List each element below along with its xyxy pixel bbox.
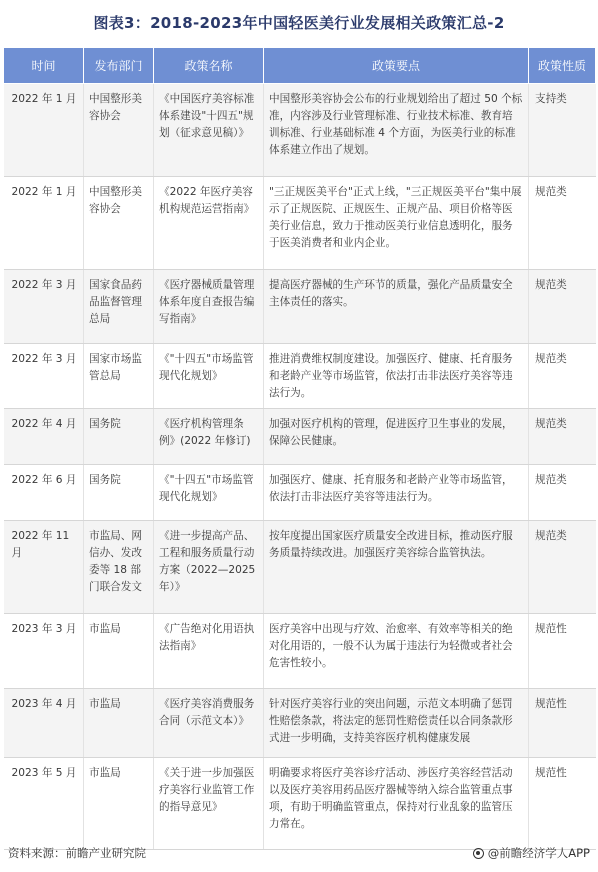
cell-dept: 市监局	[84, 614, 154, 689]
cell-policy-points: 医疗美容中出现与疗效、治愈率、有效率等相关的绝对化用语的，一般不认为属于违法行为轻微或者社会危害性较小。	[264, 614, 529, 689]
cell-policy-nature: 支持类	[529, 84, 596, 177]
table-row	[4, 689, 596, 758]
cell-policy-name: 《进一步提高产品、工程和服务质量行动方案（2022—2025 年）》	[154, 521, 264, 614]
cell-policy-nature: 规范类	[529, 177, 596, 270]
table-row	[4, 344, 596, 409]
table-row	[4, 521, 596, 614]
cell-dept: 国务院	[84, 409, 154, 465]
cell-dept: 国家食品药品监督管理总局	[84, 270, 154, 344]
cell-dept: 国务院	[84, 465, 154, 521]
footer	[0, 843, 598, 865]
cell-time: 2022 年 11 月	[4, 521, 84, 614]
page-title: 图表3：2018-2023年中国轻医美行业发展相关政策汇总-2	[93, 13, 505, 32]
table-row	[4, 758, 596, 850]
cell-policy-nature: 规范类	[529, 409, 596, 465]
cell-policy-points: 推进消费维权制度建设。加强医疗、健康、托育服务和老龄产业等市场监管，依法打击非法医疗美容等违法行为。	[264, 344, 529, 409]
cell-policy-points: 加强对医疗机构的管理，促进医疗卫生事业的发展，保障公民健康。	[264, 409, 529, 465]
cell-policy-points: 加强医疗、健康、托育服务和老龄产业等市场监管，依法打击非法医疗美容等违法行为。	[264, 465, 529, 521]
cell-policy-points: 按年度提出国家医疗质量安全改进目标，推动医疗服务质量持续改进。加强医疗美容综合监管执法。	[264, 521, 529, 614]
table-row	[4, 270, 596, 344]
cell-dept: 中国整形美容协会	[84, 177, 154, 270]
cell-time: 2022 年 6 月	[4, 465, 84, 521]
cell-policy-points: 提高医疗器械的生产环节的质量，强化产品质量安全主体责任的落实。	[264, 270, 529, 344]
cell-policy-nature: 规范性	[529, 614, 596, 689]
cell-policy-name: 《中国医疗美容标准体系建设"十四五"规划（征求意见稿）》	[154, 84, 264, 177]
cell-time: 2022 年 1 月	[4, 84, 84, 177]
cell-policy-points: 中国整形美容协会公布的行业规划给出了超过 50 个标准，内容涉及行业管理标准、行业技术标准、教育培训标准、行业基础标准 4 个方面，为医美行业的标准体系建立作出了规划。	[264, 84, 529, 177]
policy-table-container	[3, 47, 595, 850]
table-header-row	[4, 48, 596, 84]
header-policy-name: 政策名称	[154, 48, 264, 84]
cell-policy-name: 《关于进一步加强医疗美容行业监管工作的指导意见》	[154, 758, 264, 850]
policy-table	[3, 47, 596, 850]
cell-policy-points: 针对医疗美容行业的突出问题，示范文本明确了惩罚性赔偿条款，将法定的惩罚性赔偿责任以合同条款形式进一步明确，支持美容医疗机构健康发展	[264, 689, 529, 758]
cell-policy-nature: 规范类	[529, 344, 596, 409]
cell-time: 2022 年 1 月	[4, 177, 84, 270]
header-dept: 发布部门	[84, 48, 154, 84]
cell-time: 2023 年 4 月	[4, 689, 84, 758]
table-row	[4, 614, 596, 689]
cell-policy-name: 《"十四五"市场监管现代化规划》	[154, 465, 264, 521]
cell-dept: 国家市场监管总局	[84, 344, 154, 409]
cell-policy-name: 《"十四五"市场监管现代化规划》	[154, 344, 264, 409]
cell-time: 2023 年 5 月	[4, 758, 84, 850]
brand-credit	[473, 845, 590, 861]
cell-time: 2022 年 4 月	[4, 409, 84, 465]
cell-policy-name: 《医疗器械质量管理体系年度自查报告编写指南》	[154, 270, 264, 344]
cell-policy-name: 《医疗机构管理条例》(2022 年修订)	[154, 409, 264, 465]
header-policy-points: 政策要点	[264, 48, 529, 84]
cell-time: 2022 年 3 月	[4, 344, 84, 409]
table-row	[4, 84, 596, 177]
cell-policy-points: "三正规医美平台"正式上线，"三正规医美平台"集中展示了正规医院、正规医生、正规产品、项目价格等医美行业信息，致力于推动医美行业信息透明化，服务于医美消费者和业内企业。	[264, 177, 529, 270]
cell-dept: 市监局	[84, 758, 154, 850]
table-row	[4, 465, 596, 521]
brand-logo-icon	[473, 848, 484, 859]
cell-policy-points: 明确要求将医疗美容诊疗活动、涉医疗美容经营活动以及医疗美容用药品医疗器械等纳入综合监管重点事项，有助于明确监管重点，保持对行业乱象的监管压力常在。	[264, 758, 529, 850]
table-row	[4, 177, 596, 270]
cell-dept: 中国整形美容协会	[84, 84, 154, 177]
cell-time: 2023 年 3 月	[4, 614, 84, 689]
cell-dept: 市监局	[84, 689, 154, 758]
cell-dept: 市监局、网信办、发改委等 18 部门联合发文	[84, 521, 154, 614]
header-policy-nature: 政策性质	[529, 48, 596, 84]
cell-time: 2022 年 3 月	[4, 270, 84, 344]
brand-text: @前瞻经济学人APP	[487, 846, 590, 860]
cell-policy-name: 《2022 年医疗美容机构规范运营指南》	[154, 177, 264, 270]
cell-policy-name: 《医疗美容消费服务合同（示范文本）》	[154, 689, 264, 758]
cell-policy-nature: 规范类	[529, 465, 596, 521]
table-row	[4, 409, 596, 465]
cell-policy-name: 《广告绝对化用语执法指南》	[154, 614, 264, 689]
header-time: 时间	[4, 48, 84, 84]
cell-policy-nature: 规范类	[529, 521, 596, 614]
cell-policy-nature: 规范性	[529, 758, 596, 850]
cell-policy-nature: 规范类	[529, 270, 596, 344]
source-note: 资料来源：前瞻产业研究院	[8, 846, 146, 860]
cell-policy-nature: 规范性	[529, 689, 596, 758]
